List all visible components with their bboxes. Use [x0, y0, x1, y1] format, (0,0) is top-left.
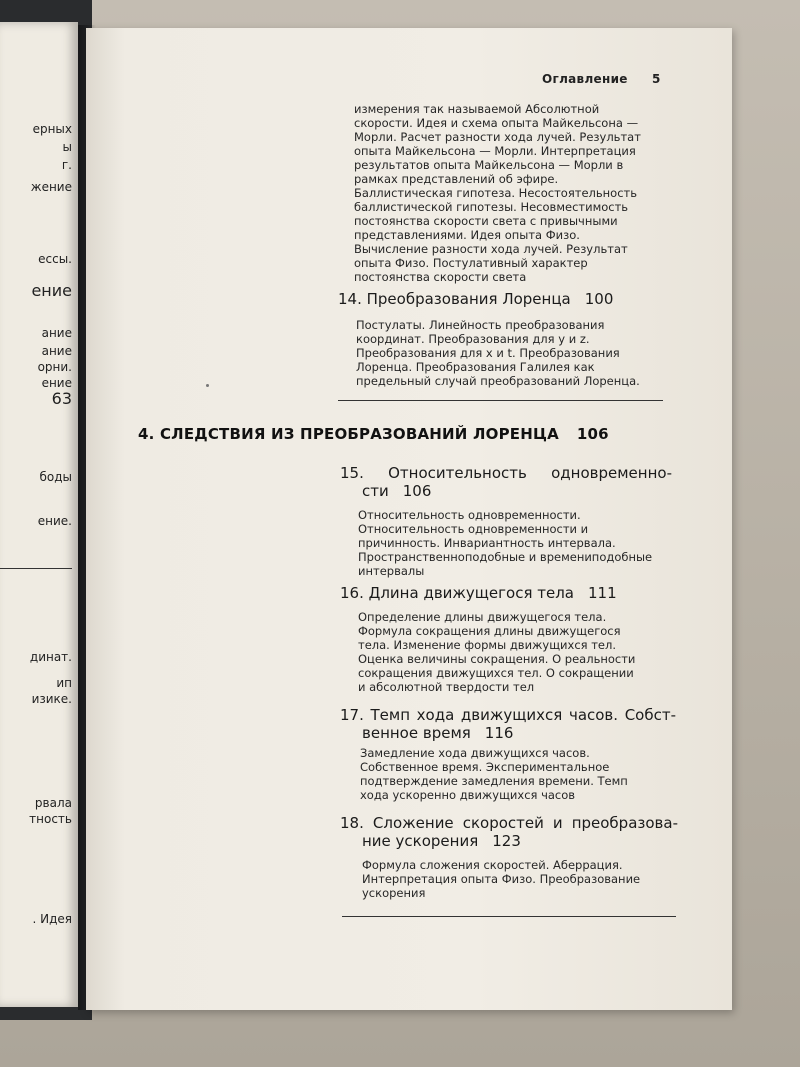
desc-line: баллистической гипотезы. Несовместимость	[354, 200, 629, 214]
desc-line: постоянства скорости света	[354, 270, 527, 284]
section-15-description	[358, 508, 672, 578]
chapter-heading	[138, 425, 609, 443]
section-14-title	[338, 290, 613, 308]
left-page-fragment: ание	[41, 326, 72, 340]
section-page: 116	[484, 724, 514, 742]
section-title-line: сти	[362, 482, 389, 500]
section-rule	[338, 400, 663, 401]
desc-line: результатов опыта Майкельсона — Морли в	[354, 158, 624, 172]
desc-line: Относительность одновременности и	[358, 522, 589, 536]
desc-line: Баллистическая гипотеза. Несостоятельность	[354, 186, 637, 200]
left-page-fragment: рвала	[34, 796, 72, 810]
left-page-fragment: ерных	[32, 122, 72, 136]
desc-line: представлениями. Идея опыта Физо.	[354, 228, 580, 242]
desc-line: координат. Преобразования для y и z.	[356, 332, 590, 346]
header-page-number: 5	[652, 72, 661, 86]
desc-line: подтверждение замедления времени. Темп	[360, 774, 628, 788]
desc-line: Определение длины движущегося тела.	[358, 610, 607, 624]
left-page-fragment: орни.	[37, 360, 72, 374]
desc-line: Формула сокращения длины движущегося	[358, 624, 621, 638]
section-title-line: венное время	[362, 724, 471, 742]
left-page-fragment: ение	[31, 281, 72, 300]
desc-line: тела. Изменение формы движущихся тел.	[358, 638, 617, 652]
section-16-title	[340, 584, 617, 602]
desc-line: Оценка величины сокращения. О реальности	[358, 652, 636, 666]
desc-line: Формула сложения скоростей. Аберрация.	[362, 858, 623, 872]
header-title: Оглавление	[542, 72, 628, 86]
section-16-description	[358, 610, 674, 694]
desc-line: Вычисление разности хода лучей. Результат	[354, 242, 628, 256]
desc-line: измерения так называемой Абсолютной	[354, 102, 600, 116]
section-title-line: 18. Сложение скоростей и преобразова-	[340, 814, 678, 832]
section-title-line: 14. Преобразования Лоренца	[338, 290, 571, 308]
left-page-fragment: ание	[41, 344, 72, 358]
desc-line: и абсолютной твердости тел	[358, 680, 535, 694]
section-title-line: 17. Темп хода движущихся часов. Собст-	[340, 706, 676, 724]
left-page-fragment: динат.	[29, 650, 72, 664]
section-page: 123	[492, 832, 521, 850]
section-title-line: ние ускорения	[362, 832, 479, 850]
section-15-title	[340, 464, 672, 500]
section-page: 111	[588, 584, 617, 602]
desc-line: Морли. Расчет разности хода лучей. Результат	[354, 130, 641, 144]
desc-line: Преобразования для x и t. Преобразования	[356, 346, 620, 360]
section-title-line: 15. Относительность одновременно-	[340, 464, 672, 482]
desc-line: Лоренца. Преобразования Галилея как	[356, 360, 595, 374]
section-title-line: 16. Длина движущегося тела	[340, 584, 574, 602]
desc-line: ускорения	[362, 886, 426, 900]
desc-line: интервалы	[358, 564, 425, 578]
section-page: 106	[402, 482, 432, 500]
running-header	[542, 72, 692, 86]
chapter-title: 4. СЛЕДСТВИЯ ИЗ ПРЕОБРАЗОВАНИЙ ЛОРЕНЦА	[138, 425, 559, 443]
left-page-fragment: ение.	[37, 514, 72, 528]
desc-line: Собственное время. Экспериментальное	[360, 760, 610, 774]
desc-line: опыта Майкельсона — Морли. Интерпретация	[354, 144, 636, 158]
right-page	[86, 28, 732, 1010]
desc-line: опыта Физо. Постулативный характер	[354, 256, 588, 270]
carryover-description	[354, 102, 664, 284]
left-page-rule	[0, 568, 72, 569]
desc-line: сокращения движущихся тел. О сокращении	[358, 666, 634, 680]
section-18-description	[362, 858, 678, 900]
section-17-title	[340, 706, 676, 742]
left-page-fragment: тность	[29, 812, 72, 826]
desc-line: хода ускоренно движущихся часов	[360, 788, 576, 802]
left-page-fragment: 63	[51, 389, 72, 408]
desc-line: Интерпретация опыта Физо. Преобразование	[362, 872, 641, 886]
left-page-fragment: ение	[41, 376, 72, 390]
chapter-page: 106	[576, 425, 609, 443]
section-14-description	[356, 318, 668, 388]
section-page: 100	[584, 290, 614, 308]
desc-line: скорости. Идея и схема опыта Майкельсона —	[354, 116, 639, 130]
desc-line: предельный случай преобразований Лоренца.	[356, 374, 640, 388]
left-page	[0, 22, 78, 1007]
left-page-fragment: ы	[62, 140, 72, 154]
left-page-fragment: . Идея	[32, 912, 72, 926]
left-page-fragment: жение	[30, 180, 72, 194]
paper-speck	[206, 384, 209, 387]
section-18-title	[340, 814, 678, 850]
left-page-fragment: г.	[61, 158, 72, 172]
section-17-description	[360, 746, 676, 802]
section-rule	[342, 916, 676, 917]
desc-line: рамках представлений об эфире.	[354, 172, 559, 186]
desc-line: причинность. Инвариантность интервала.	[358, 536, 616, 550]
left-page-fragment: ип	[56, 676, 72, 690]
desc-line: Пространственноподобные и времениподобные	[358, 550, 653, 564]
desc-line: Постулаты. Линейность преобразования	[356, 318, 605, 332]
desc-line: Замедление хода движущихся часов.	[360, 746, 590, 760]
left-page-fragment: ессы.	[38, 252, 72, 266]
desc-line: постоянства скорости света с привычными	[354, 214, 618, 228]
desc-line: Относительность одновременности.	[358, 508, 581, 522]
left-page-fragment: изике.	[31, 692, 72, 706]
left-page-fragment: боды	[39, 470, 72, 484]
